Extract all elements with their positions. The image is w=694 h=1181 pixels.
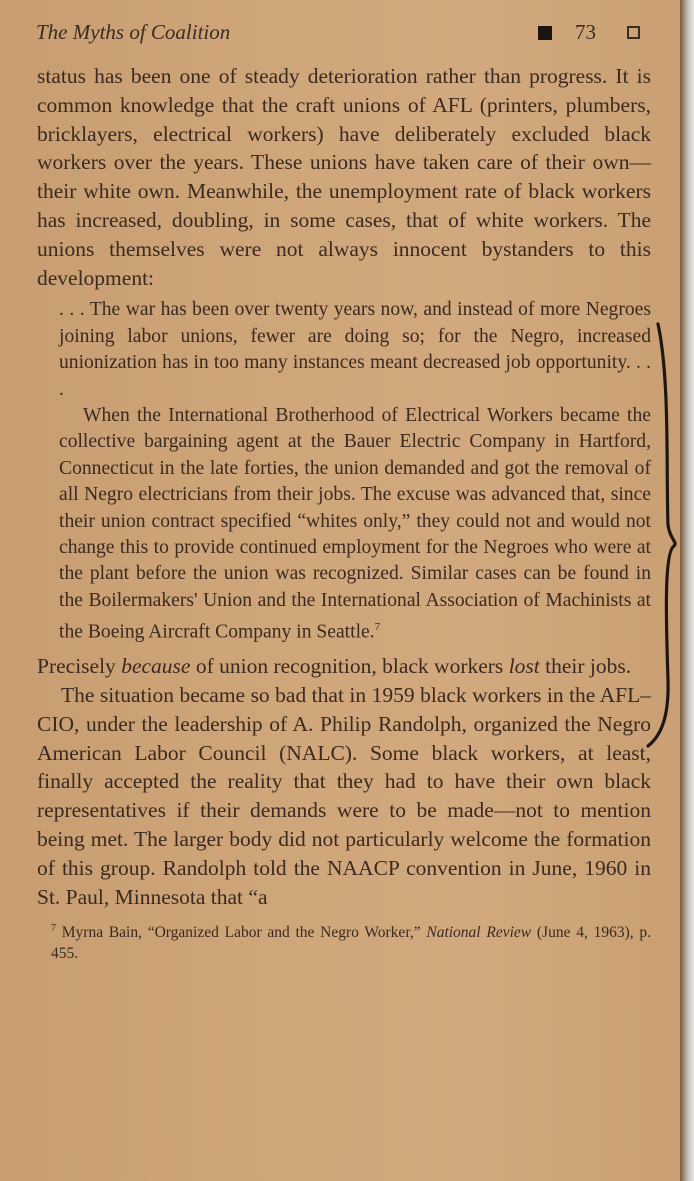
- main-text: [37, 62, 651, 964]
- footnote-text-end: (June 4, 1963), p. 455.: [51, 924, 651, 962]
- paragraph-3: The situation became so bad that in 1959 black workers in the AFL–CIO, under the leadership of A. Philip Randolph, organized the Negro American Labor Council (NALC). Some black workers, at least, finally accepted the reality that they had to have their own black representatives if their demands were to be made—not to mention being met. The larger body did not particularly welcome the formation of this group. Randolph told the NAACP convention in June, 1960 in St. Paul, Minnesota that “a: [37, 682, 651, 909]
- running-head: [36, 18, 640, 48]
- paragraph-2-start: Precisely: [37, 654, 122, 679]
- page-edge: [680, 0, 694, 1181]
- running-title: The Myths of Coalition: [36, 20, 231, 44]
- quote-paragraph-2: [59, 403, 651, 646]
- page-number: 73: [575, 20, 596, 44]
- footnote-journal: National Review: [426, 924, 532, 942]
- paragraph-2-end: their jobs.: [539, 654, 632, 679]
- footnote-number: 7: [51, 923, 56, 935]
- footnote: [37, 919, 651, 963]
- emphasis-lost: lost: [508, 654, 540, 679]
- paragraph-2-middle: of union recognition, black workers: [190, 654, 509, 679]
- paragraph-1: status has been one of steady deterioration rather than progress. It is common knowledge that the craft unions of AFL (printers, plumbers, bricklayers, electrical workers) have deliberately excluded black workers over the years. These unions have taken care of their own—their white own. Meanwhile, the unemployment rate of black workers has increased, doubling, in some cases, that of white workers. The unions themselves were not always innocent bystanders to this development:: [37, 64, 651, 290]
- footnote-text-start: Myrna Bain, “Organized Labor and the Negro Worker,”: [56, 924, 427, 942]
- quote-paragraph-1: . . . The war has been over twenty years now, and instead of more Negroes joining labor unions, fewer are doing so; for the Negro, increased unionization has in too many instances meant decreased job opportunity. . . .: [59, 299, 651, 400]
- block-quote: [59, 297, 651, 646]
- quote-paragraph-2-text: When the International Brotherhood of Electrical Workers became the collective bargaining agent at the Bauer Electric Company in Hartford, Connecticut in the late forties, the union demanded and got the removal of all Negro electricians from their jobs. The excuse was advanced that, since their union contract specified “whites only,” they could not and would not change this to provide continued employment for the Negroes who were at the plant before the union was recognized. Similar cases can be found in the Boilermakers' Union and the International Association of Machinists at the Boeing Aircraft Company in Seattle.: [59, 405, 651, 643]
- footnote-reference: 7: [374, 621, 381, 634]
- pencil-bracket-mark: [640, 320, 680, 750]
- filled-square-icon: [538, 26, 552, 40]
- paragraph-2: [37, 652, 651, 681]
- empty-square-icon: [627, 26, 640, 39]
- emphasis-because: because: [121, 654, 191, 679]
